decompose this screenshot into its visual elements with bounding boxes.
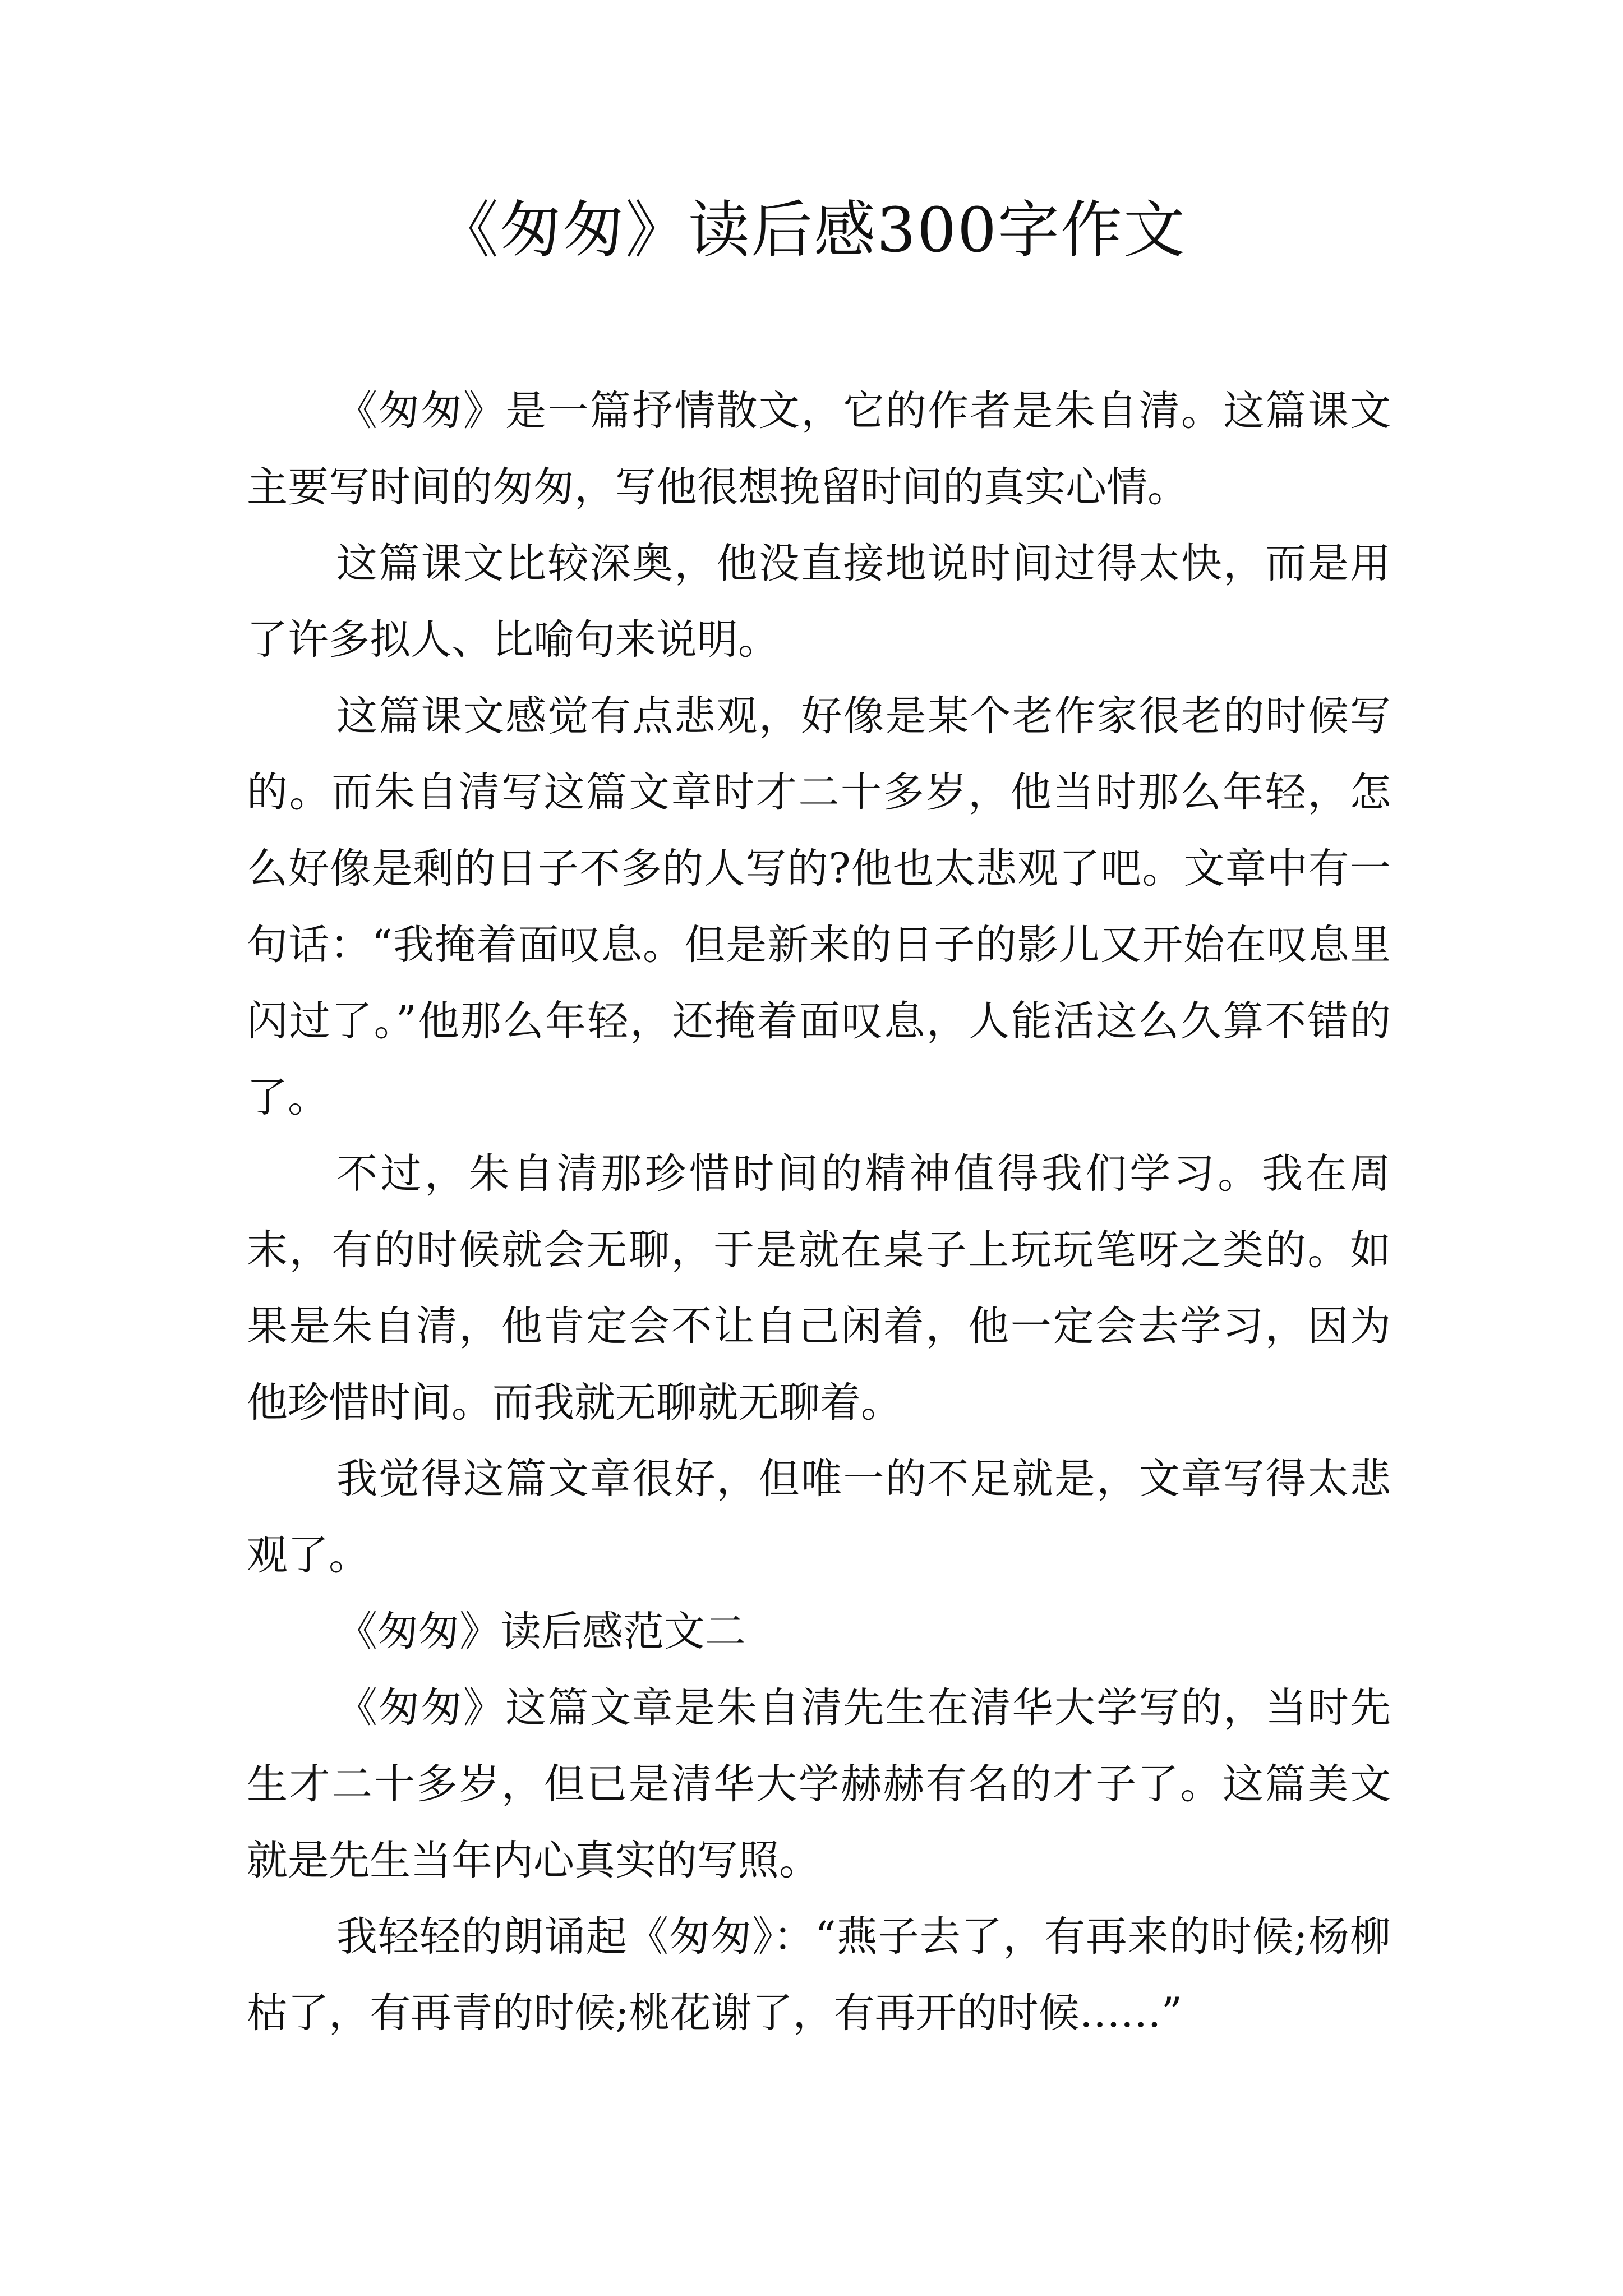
paragraph: 这篇课文比较深奥，他没直接地说时间过得太快，而是用了许多拟人、比喻句来说明。: [247, 540, 1391, 664]
section-heading: 《匆匆》读后感范文二: [336, 1608, 746, 1655]
paragraph: 我轻轻的朗诵起《匆匆》：“燕子去了，有再来的时候;杨柳枯了，有再青的时候;桃花谢了，有再开的时候……”: [247, 1913, 1391, 2037]
document-body: [247, 373, 1391, 2051]
document-title: 《匆匆》读后感300字作文: [437, 194, 1186, 266]
paragraph: 我觉得这篇文章很好，但唯一的不足就是，文章写得太悲观了。: [247, 1455, 1391, 1579]
paragraph: 不过，朱自清那珍惜时间的精神值得我们学习。我在周末，有的时候就会无聊，于是就在桌子上玩玩笔呀之类的。如果是朱自清，他肯定会不让自己闲着，他一定会去学习，因为他珍惜时间。而我就无聊就无聊着。: [247, 1150, 1391, 1427]
paragraph: 《匆匆》这篇文章是朱自清先生在清华大学写的，当时先生才二十多岁，但已是清华大学赫赫有名的才子了。这篇美文就是先生当年内心真实的写照。: [247, 1684, 1391, 1884]
paragraph: 这篇课文感觉有点悲观，好像是某个老作家很老的时候写的。而朱自清写这篇文章时才二十多岁，他当时那么年轻，怎么好像是剩的日子不多的人写的?他也太悲观了吧。文章中有一句话：“我掩着面叹息。但是新来的日子的影儿又开始在叹息里闪过了。”他那么年轻，还掩着面叹息，人能活这么久算不错的了。: [247, 692, 1391, 1121]
paragraph: 《匆匆》是一篇抒情散文，它的作者是朱自清。这篇课文主要写时间的匆匆，写他很想挽留时间的真实心情。: [247, 387, 1391, 511]
